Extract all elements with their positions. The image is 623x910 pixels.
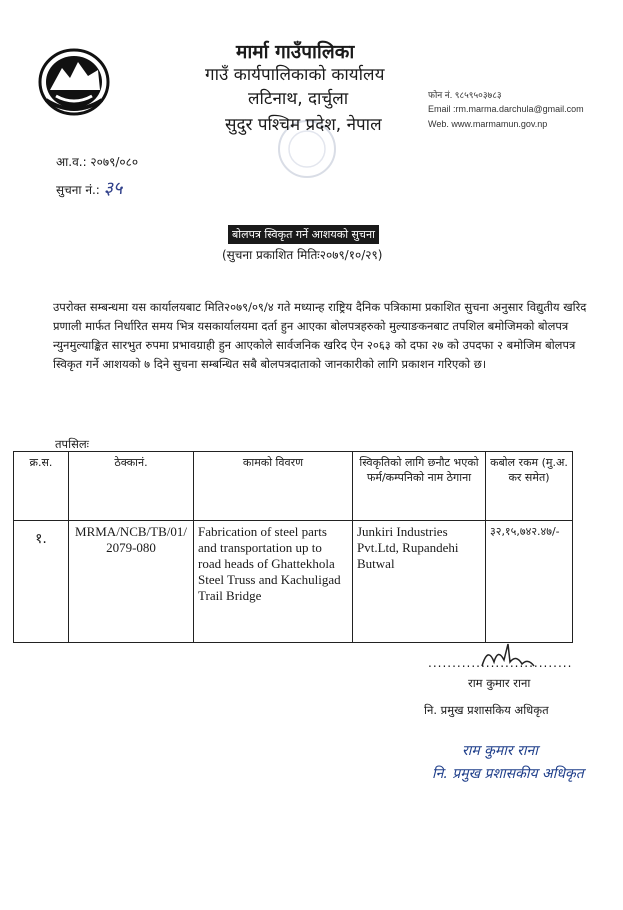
stamp-name: राम कुमार राना bbox=[462, 743, 538, 759]
details-table bbox=[13, 451, 573, 643]
row-work-description: Fabrication of steel parts and transportation up to road heads of Ghattekhola Steel Truss and Kachuligad Trail Bridge bbox=[194, 521, 353, 643]
nepal-emblem-icon bbox=[38, 46, 110, 116]
header-work-description: कामको विवरण bbox=[194, 452, 353, 521]
contact-web: Web. www.marmamun.gov.np bbox=[428, 119, 548, 129]
row-selected-firm: Junkiri Industries Pvt.Ltd, Rupandehi Butwal bbox=[353, 521, 486, 643]
stamp-designation: नि. प्रमुख प्रशासकीय अधिकृत bbox=[432, 766, 584, 782]
publish-date: (सुचना प्रकाशित मितिः२०७९/१०/२९) bbox=[222, 248, 383, 262]
header-contract-no: ठेक्कानं. bbox=[69, 452, 194, 521]
header-selected-firm: स्विकृतिको लागि छनौट भएको फर्म/कम्पनिको नाम ठेगाना bbox=[353, 452, 486, 521]
header-bid-amount: कबोल रकम (मु.अ. कर समेत) bbox=[486, 452, 573, 521]
org-province: सुदुर पश्चिम प्रदेश, नेपाल bbox=[225, 115, 382, 135]
fiscal-year: आ.व.: २०७९/०८० bbox=[56, 155, 139, 169]
signatory-designation: नि. प्रमुख प्रशासकिय अधिकृत bbox=[424, 703, 549, 717]
header-sn: क्र.स. bbox=[14, 452, 69, 521]
row-bid-amount: ३२,१५,७४२.४७/- bbox=[486, 521, 573, 643]
notice-number-value: ३५ bbox=[103, 178, 123, 199]
signature-line: .............................. bbox=[428, 656, 573, 670]
notice-number-label: सुचना नं.: bbox=[56, 183, 100, 197]
contact-phone: फोन नं. ९८५९५०३७८३ bbox=[428, 90, 502, 100]
org-name: मार्मा गाउँपालिका bbox=[236, 41, 355, 63]
org-office: गाउँ कार्यपालिकाको कार्यालय bbox=[205, 65, 385, 85]
row-contract-no: MRMA/NCB/TB/01/2079-080 bbox=[69, 521, 194, 643]
row-sn: १. bbox=[14, 521, 69, 643]
notice-body: उपरोक्त सम्बन्धमा यस कार्यालयबाट मिति२०७९/०९/४ गते मध्यान्ह राष्ट्रिय दैनिक पत्रिकामा प्रकाशित सुचना अनुसार विद्युतीय खरिद प्रणाली मार्फत निर्धारित समय भित्र यसकार्यालयमा दर्ता हुन आएका बोलपत्रहरुको मुल्याङकनबाट तपशिल बमोजिमको बोलपत्र न्युनमुल्याङ्कित सारभुत रुपमा प्रभावग्राही हुन आएकोले सार्वजनिक खरिद ऐन २०६३ को दफा २७ को उपदफा २ बमोजिम बोलपत्र स्विकृत गर्ने आशयको ७ दिने सुचना सम्बन्धित सबै बोलपत्रदाताको जानकारीको लागि प्रकाशन गरिएको छ। bbox=[53, 300, 587, 371]
org-address: लटिनाथ, दार्चुला bbox=[248, 89, 349, 109]
notice-number-row bbox=[56, 176, 122, 200]
table-header-row bbox=[14, 452, 573, 521]
notice-title: बोलपत्र स्विकृत गर्ने आशयको सुचना bbox=[228, 225, 379, 244]
details-label: तपसिलः bbox=[55, 437, 89, 451]
signatory-name: राम कुमार राना bbox=[468, 676, 531, 690]
table-row bbox=[14, 521, 573, 643]
contact-email: Email :rm.marma.darchula@gmail.com bbox=[428, 104, 584, 114]
